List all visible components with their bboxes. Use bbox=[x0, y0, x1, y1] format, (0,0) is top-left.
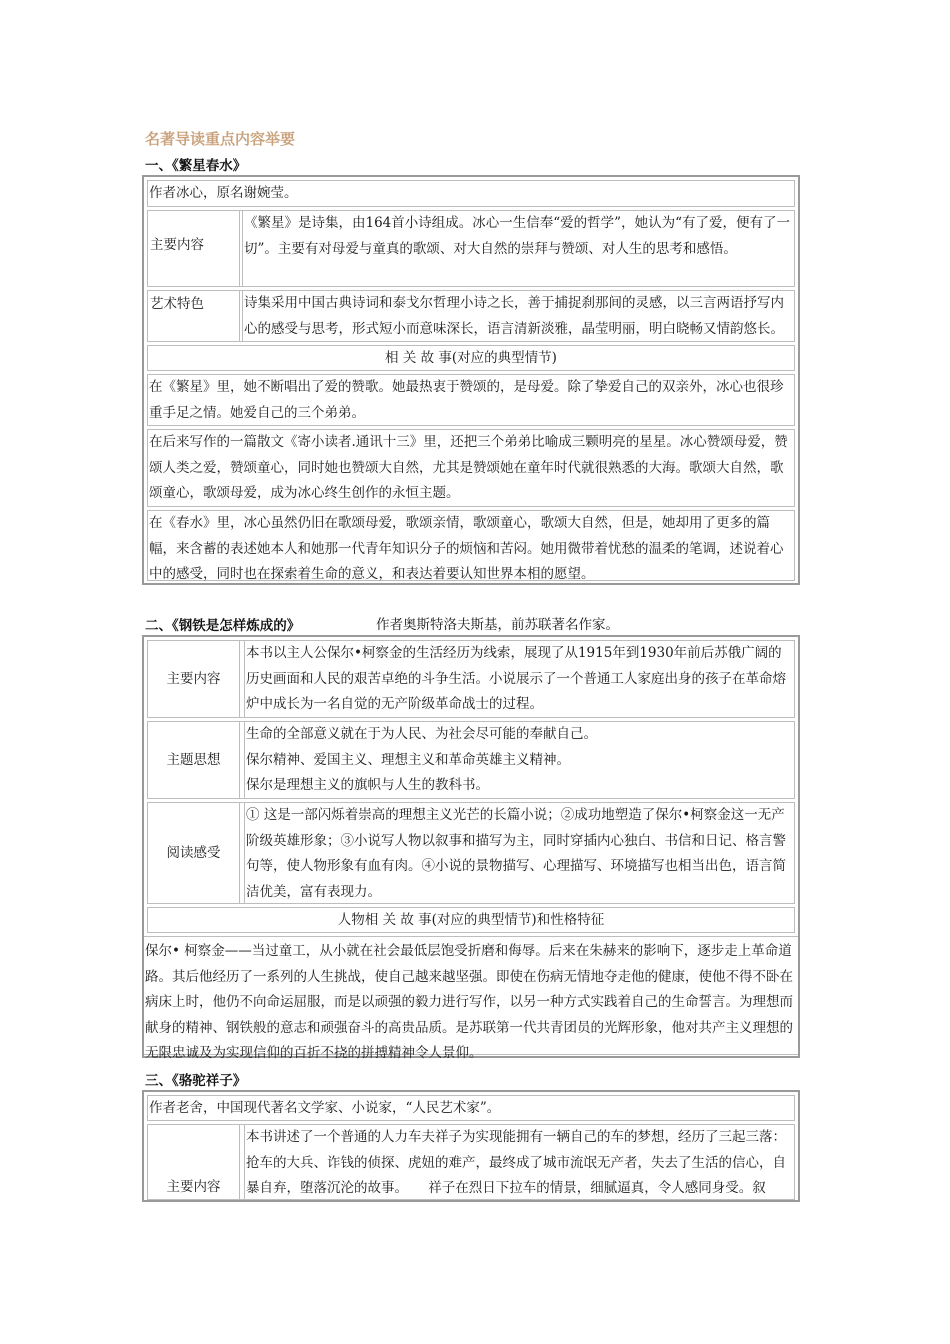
author-text: 作者冰心，原名谢婉莹。 bbox=[149, 185, 298, 201]
art-feature-row bbox=[147, 290, 795, 342]
main-content-row bbox=[147, 1124, 795, 1200]
story-paragraph-3 bbox=[147, 510, 795, 581]
story-paragraph-3-text: 在《春水》里，冰心虽然仍旧在歌颂母爱，歌颂亲情，歌颂童心，歌颂大自然，但是，她却用了更多的篇幅，来含蓄的表述她本人和她那一代青年知识分子的烦恼和苦闷。她用微带着忧愁的温柔的笔调，述说着心中的感受，同时也在探索着生命的意义，和表达着要认知世界本相的愿望。 bbox=[149, 515, 784, 582]
theme-line-2: 保尔精神、爱国主义、理想主义和革命英雄主义精神。 bbox=[246, 751, 570, 768]
main-content-label: 主要内容 bbox=[150, 237, 204, 253]
section-1-heading: 一、《繁星春水》 bbox=[145, 158, 247, 174]
author-row bbox=[147, 1095, 795, 1121]
main-content-text: 本书讲述了一个普通的人力车夫祥子为实现能拥有一辆自己的车的梦想，经历了三起三落：抢车的大兵、诈钱的侦探、虎妞的难产，最终成了城市流氓无产者，失去了生活的信心，自暴自弃，堕落沉沦的故事。 祥子在烈日下拉车的情景，细腻逼真，令人感同身受。叙 bbox=[246, 1129, 786, 1196]
story-paragraph bbox=[144, 936, 798, 1061]
reading-feeling-cell bbox=[244, 803, 794, 903]
story-paragraph-1-text: 在《繁星》里，她不断唱出了爱的赞歌。她最热衷于赞颂的，是母爱。除了挚爱自己的双亲外，冰心也很珍重手足之情。她爱自己的三个弟弟。 bbox=[149, 379, 784, 421]
section-2-heading: 二、《钢铁是怎样炼成的》 bbox=[145, 618, 301, 634]
art-feature-text: 诗集采用中国古典诗词和泰戈尔哲理小诗之长，善于捕捉刹那间的灵感，以三言两语抒写内心的感受与思考，形式短小而意味深长，语言清新淡雅，晶莹明丽，明白晓畅又情韵悠长。 bbox=[244, 295, 784, 337]
section-2-author-note: 作者奥斯特洛夫斯基，前苏联著名作家。 bbox=[376, 617, 619, 633]
theme-line-3: 保尔是理想主义的旗帜与人生的教科书。 bbox=[246, 777, 489, 793]
section-3-table bbox=[142, 1090, 800, 1202]
section-1-table bbox=[142, 175, 800, 585]
main-content-text: 《繁星》是诗集，由164首小诗组成。冰心一生信奉“爱的哲学”，她认为“有了爱，便有了一切”。主要有对母爱与童真的歌颂、对大自然的崇拜与赞颂、对人生的思考和感悟。 bbox=[244, 215, 790, 257]
section-3-heading: 三、《骆驼祥子》 bbox=[145, 1073, 247, 1089]
main-content-cell bbox=[244, 1125, 794, 1199]
main-content-row bbox=[147, 640, 795, 718]
story-paragraph-text: 保尔• 柯察金——当过童工，从小就在社会最低层饱受折磨和侮辱。后来在朱赫来的影响下，逐步走上革命道路。其后他经历了一系列的人生挑战，使自己越来越坚强。即使在伤病无情地夺走他的健康，使他不得不卧在病床上时，他仍不向命运屈服，而是以顽强的毅力进行写作，以另一种方式实践着自己的生命誓言。为理想而献身的精神、钢铁般的意志和顽强奋斗的高贵品质。是苏联第一代共青团员的光辉形象，他对共产主义理想的无限忠诚及为实现信仰的百折不挠的拼搏精神令人景仰。 bbox=[145, 943, 793, 1061]
main-content-label: 主要内容 bbox=[166, 671, 221, 687]
reading-feeling-text: ① 这是一部闪烁着崇高的理想主义光芒的长篇小说；②成功地塑造了保尔•柯察金这一无产阶级英雄形象；③小说写人物以叙事和描写为主，同时穿插内心独白、书信和日记、格言警句等，使人物形象有血有肉。④小说的景物描写、心理描写、环境描写也相当出色，语言简洁优美，富有表现力。 bbox=[246, 807, 786, 900]
author-row bbox=[147, 180, 795, 207]
main-content-cell bbox=[244, 641, 794, 717]
reading-feeling-row bbox=[147, 802, 795, 904]
main-content-text: 本书以主人公保尔•柯察金的生活经历为线索，展现了从1915年到1930年前后苏俄广阔的历史画面和人民的艰苦卓绝的斗争生活。小说展示了一个普通工人家庭出身的孩子在革命熔炉中成长为一名自觉的无产阶级革命战士的过程。 bbox=[246, 645, 786, 712]
main-content-label-cell bbox=[148, 641, 240, 717]
story-header: 人物相 关 故 事(对应的典型情节)和性格特征 bbox=[337, 912, 605, 928]
story-header: 相 关 故 事(对应的典型情节) bbox=[385, 350, 557, 366]
story-header-row bbox=[147, 345, 795, 371]
reading-feeling-label: 阅读感受 bbox=[166, 845, 221, 861]
section-2-table bbox=[142, 635, 800, 1061]
story-paragraph-1 bbox=[147, 374, 795, 426]
story-paragraph-2 bbox=[147, 429, 795, 507]
main-content-row bbox=[147, 210, 795, 287]
story-header-row bbox=[147, 907, 795, 933]
author-text: 作者老舍，中国现代著名文学家、小说家，“人民艺术家”。 bbox=[149, 1100, 501, 1116]
main-content-label: 主要内容 bbox=[166, 1179, 221, 1195]
art-feature-cell bbox=[242, 291, 794, 341]
page-title: 名著导读重点内容举要 bbox=[145, 130, 296, 148]
theme-label-cell bbox=[148, 722, 240, 798]
theme-label: 主题思想 bbox=[166, 752, 221, 768]
art-feature-label: 艺术特色 bbox=[150, 296, 204, 312]
reading-feeling-label-cell bbox=[148, 803, 240, 903]
theme-row bbox=[147, 721, 795, 799]
theme-line-1: 生命的全部意义就在于为人民、为社会尽可能的奉献自己。 bbox=[246, 726, 597, 742]
art-feature-label-cell bbox=[148, 291, 240, 341]
theme-cell bbox=[244, 722, 794, 798]
main-content-label-cell bbox=[148, 211, 240, 286]
main-content-cell bbox=[242, 211, 794, 286]
story-paragraph-2-text: 在后来写作的一篇散文《寄小读者.通讯十三》里，还把三个弟弟比喻成三颗明亮的星星。冰心赞颂母爱，赞颂人类之爱，赞颂童心，同时她也赞颂大自然，尤其是赞颂她在童年时代就很熟悉的大海。歌颂大自然，歌颂童心，歌颂母爱，成为冰心终生创作的永恒主题。 bbox=[149, 434, 788, 501]
main-content-label-cell bbox=[148, 1125, 240, 1199]
